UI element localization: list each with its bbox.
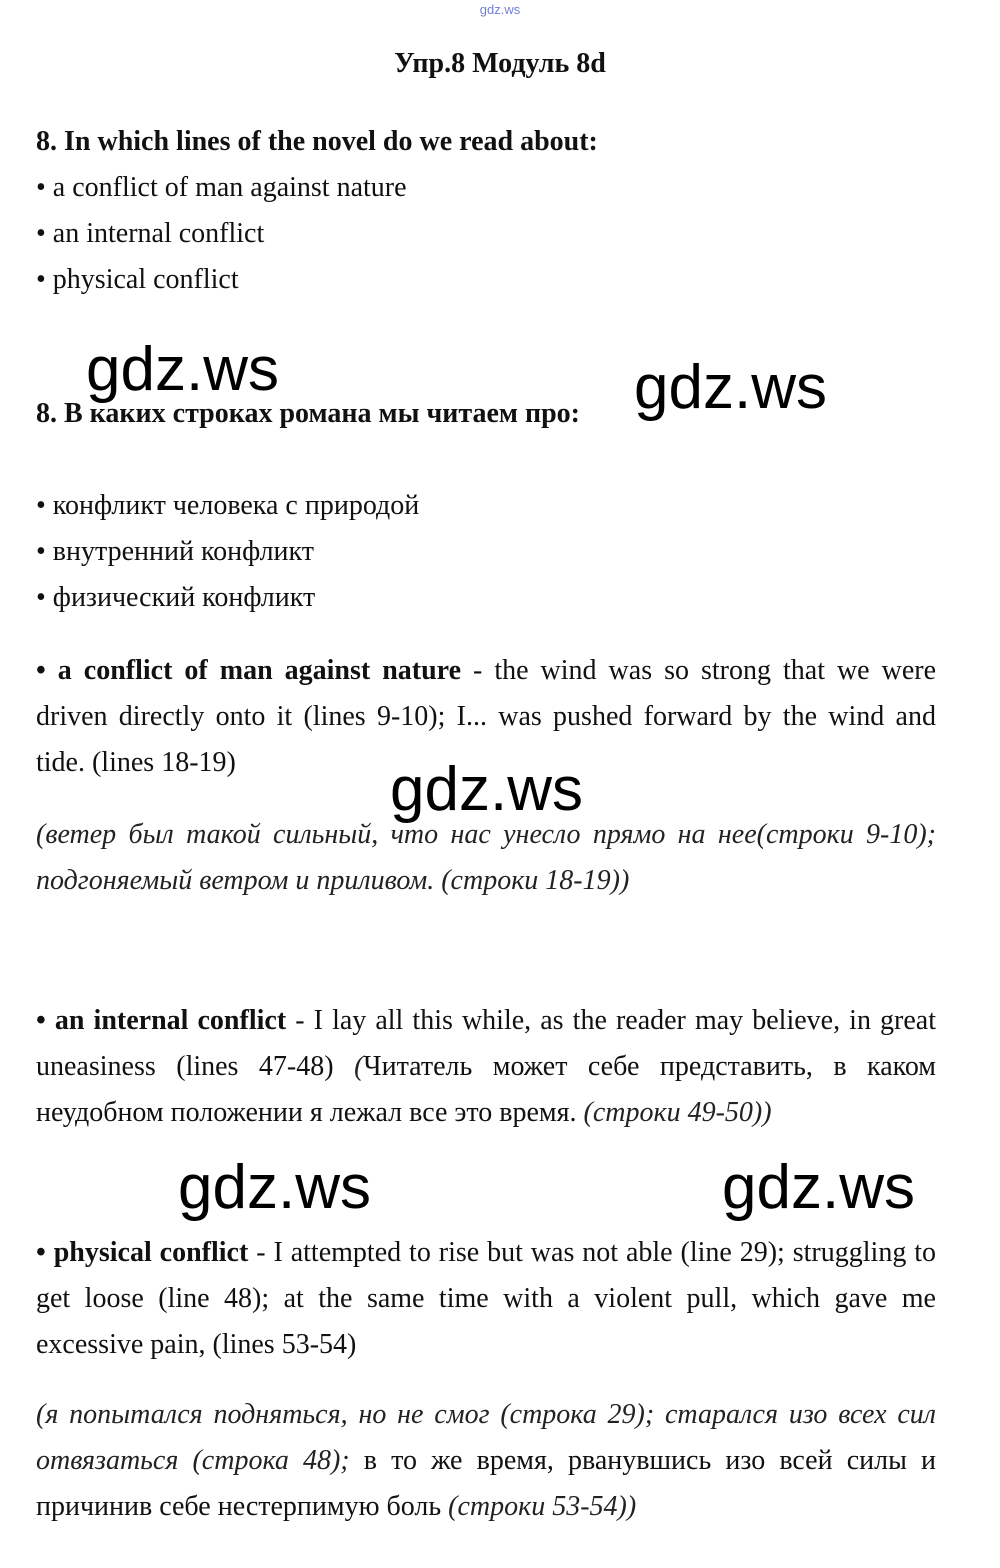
watermark: gdz.ws bbox=[634, 353, 827, 422]
question-ru-item: • конфликт человека с природой bbox=[36, 490, 420, 521]
question-ru-item: • физический конфликт bbox=[36, 582, 316, 613]
answer-term: • physical conflict bbox=[36, 1237, 249, 1268]
answer-translation: в то же время, рванувшись изо всей силы и причинив себе нестерпимую боль bbox=[36, 1445, 937, 1522]
watermark: gdz.ws bbox=[390, 755, 583, 824]
watermark: gdz.ws bbox=[722, 1153, 915, 1222]
answer-dash: - bbox=[286, 1005, 314, 1036]
answer-term: • a conflict of man against nature bbox=[36, 655, 462, 686]
answer-text: the wind was so strong that we were driven directly onto it (lines 9-10); I... was pushed forward by the wind and tide. (lines 18-19) bbox=[36, 655, 937, 778]
watermark: gdz.ws bbox=[86, 335, 279, 404]
question-en-heading: 8. In which lines of the novel do we read about: bbox=[36, 126, 598, 157]
question-en-item: • a conflict of man against nature bbox=[36, 172, 407, 203]
answer-internal bbox=[36, 998, 936, 1136]
answer-text: I attempted to rise but was not able (line 29); struggling to get loose (line 48); at the same time with a violent pull, which gave me excessive pain, (lines 53-54) bbox=[36, 1237, 937, 1360]
answer-nature-translation: (ветер был такой сильный, что нас унесло прямо на нее(строки 9-10); подгоняемый ветром и приливом. (строки 18-19)) bbox=[36, 819, 936, 896]
answer-translation-ref: (строки 53-54)) bbox=[448, 1491, 637, 1522]
answer-paren: ( bbox=[354, 1051, 364, 1082]
answer-term: • an internal conflict bbox=[36, 1005, 287, 1036]
question-en-item: • an internal conflict bbox=[36, 218, 265, 249]
watermark: gdz.ws bbox=[178, 1153, 371, 1222]
answer-physical-translation bbox=[36, 1392, 936, 1530]
page-title: Упр.8 Модуль 8d bbox=[394, 48, 606, 79]
question-ru-item: • внутренний конфликт bbox=[36, 536, 314, 567]
question-en-item: • physical conflict bbox=[36, 264, 239, 295]
answer-physical bbox=[36, 1230, 936, 1368]
answer-translation: Читатель может себе представить, в каком неудобном положении я лежал все это время. bbox=[36, 1051, 936, 1128]
top-watermark: gdz.ws bbox=[479, 2, 521, 17]
answer-text: I lay all this while, as the reader may believe, in great uneasiness (lines 47-48) bbox=[36, 1005, 936, 1082]
question-ru-heading: 8. В каких строках романа мы читаем про: bbox=[36, 398, 580, 429]
answer-translation-italic: (я попытался подняться, но не смог (строка 29); старался изо всех сил отвязаться (строка 48); bbox=[36, 1399, 936, 1476]
answer-translation-ref: (строки 49-50)) bbox=[583, 1097, 772, 1128]
answer-dash: - bbox=[461, 655, 495, 686]
answer-dash: - bbox=[248, 1237, 274, 1268]
